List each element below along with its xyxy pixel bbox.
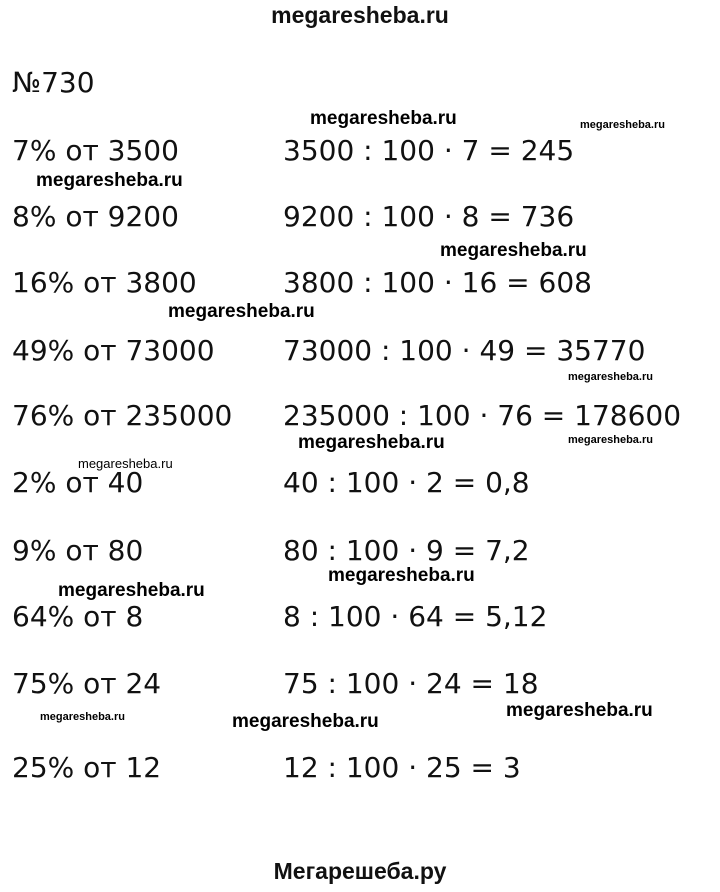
solution-text: 40 : 100 · 2 = 0,8 — [283, 466, 530, 499]
solution-text: 3500 : 100 · 7 = 245 — [283, 134, 575, 167]
watermark: megaresheba.ru — [328, 565, 475, 586]
watermark: megaresheba.ru — [298, 432, 445, 453]
task-text: 25% от 12 — [12, 751, 162, 784]
watermark: megaresheba.ru — [78, 456, 173, 471]
watermark: megaresheba.ru — [568, 434, 653, 446]
watermark: megaresheba.ru — [506, 700, 653, 721]
watermark: megaresheba.ru — [232, 711, 379, 732]
task-text: 64% от 8 — [12, 600, 144, 633]
watermark: megaresheba.ru — [310, 108, 457, 129]
task-text: 8% от 9200 — [12, 200, 179, 233]
task-text: 75% от 24 — [12, 667, 162, 700]
watermark: megaresheba.ru — [58, 580, 205, 601]
watermark: megaresheba.ru — [568, 371, 653, 383]
solution-text: 8 : 100 · 64 = 5,12 — [283, 600, 548, 633]
problem-number: №730 — [12, 66, 95, 99]
solution-text: 75 : 100 · 24 = 18 — [283, 667, 539, 700]
watermark: megaresheba.ru — [580, 119, 665, 131]
task-text: 76% от 235000 — [12, 399, 233, 432]
solution-row — [0, 334, 720, 374]
solution-row — [0, 600, 720, 640]
solution-text: 12 : 100 · 25 = 3 — [283, 751, 521, 784]
task-text: 9% от 80 — [12, 534, 144, 567]
solution-text: 9200 : 100 · 8 = 736 — [283, 200, 575, 233]
site-header: megaresheba.ru — [271, 2, 449, 28]
task-text: 2% от 40 — [12, 466, 144, 499]
task-text: 49% от 73000 — [12, 334, 215, 367]
watermark: megaresheba.ru — [440, 240, 587, 261]
solution-text: 80 : 100 · 9 = 7,2 — [283, 534, 530, 567]
task-text: 16% от 3800 — [12, 266, 197, 299]
solution-row — [0, 200, 720, 240]
solution-text: 235000 : 100 · 76 = 178600 — [283, 399, 682, 432]
solution-row — [0, 751, 720, 791]
solution-text: 73000 : 100 · 49 = 35770 — [283, 334, 646, 367]
site-footer: Мегарешеба.ру — [273, 858, 447, 884]
watermark: megaresheba.ru — [168, 301, 315, 322]
solution-row — [0, 266, 720, 306]
watermark: megaresheba.ru — [36, 170, 183, 191]
task-text: 7% от 3500 — [12, 134, 179, 167]
watermark: megaresheba.ru — [40, 711, 125, 723]
solution-text: 3800 : 100 · 16 = 608 — [283, 266, 592, 299]
solution-row — [0, 466, 720, 506]
solution-row — [0, 134, 720, 174]
